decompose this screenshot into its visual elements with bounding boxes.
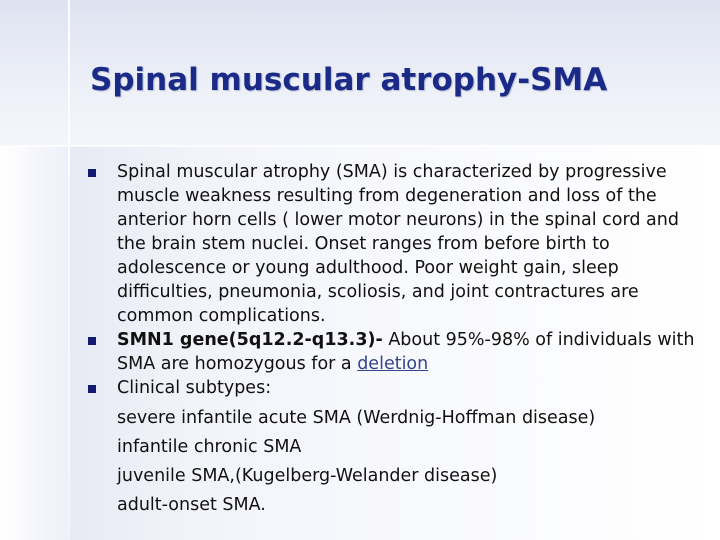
slide-title: Spinal muscular atrophy-SMA: [90, 62, 608, 98]
slide-content: [86, 160, 706, 520]
subtype-item: adult-onset SMA.: [117, 495, 266, 515]
bullet-square-icon: [88, 337, 96, 345]
gene-label: SMN1 gene(5q12.2-q13.3)-: [117, 330, 383, 350]
bullet-text: Clinical subtypes:: [117, 378, 272, 398]
bullet-text: About 95%-98% of individuals with SMA are homozygous for a: [117, 330, 695, 374]
subtype-item: juvenile SMA,(Kugelberg-Welander disease): [117, 466, 498, 486]
sparkle-vertical: [69, 110, 70, 182]
deletion-link[interactable]: deletion: [357, 354, 429, 374]
sparkle-horizontal: [26, 145, 114, 146]
subtype-list: [86, 404, 706, 520]
bullet-gene: [86, 328, 706, 376]
bullet-square-icon: [88, 169, 96, 177]
bullet-subtypes: [86, 376, 706, 400]
bullet-description: [86, 160, 706, 328]
bullet-square-icon: [88, 385, 96, 393]
subtype-item: infantile chronic SMA: [117, 437, 302, 457]
decorative-vertical-line: [68, 0, 70, 540]
subtype-item: severe infantile acute SMA (Werdnig-Hoffman disease): [117, 408, 596, 428]
bullet-text: Spinal muscular atrophy (SMA) is characterized by progressive muscle weakness resulting from degeneration and loss of the anterior horn cells ( lower motor neurons) in the spinal cord and the brain stem nuclei. Onset ranges from before birth to adolescence or young adulthood. Poor weight gain, sleep difficulties, pneumonia, scoliosis, and joint contractures are common complications.: [117, 162, 679, 326]
